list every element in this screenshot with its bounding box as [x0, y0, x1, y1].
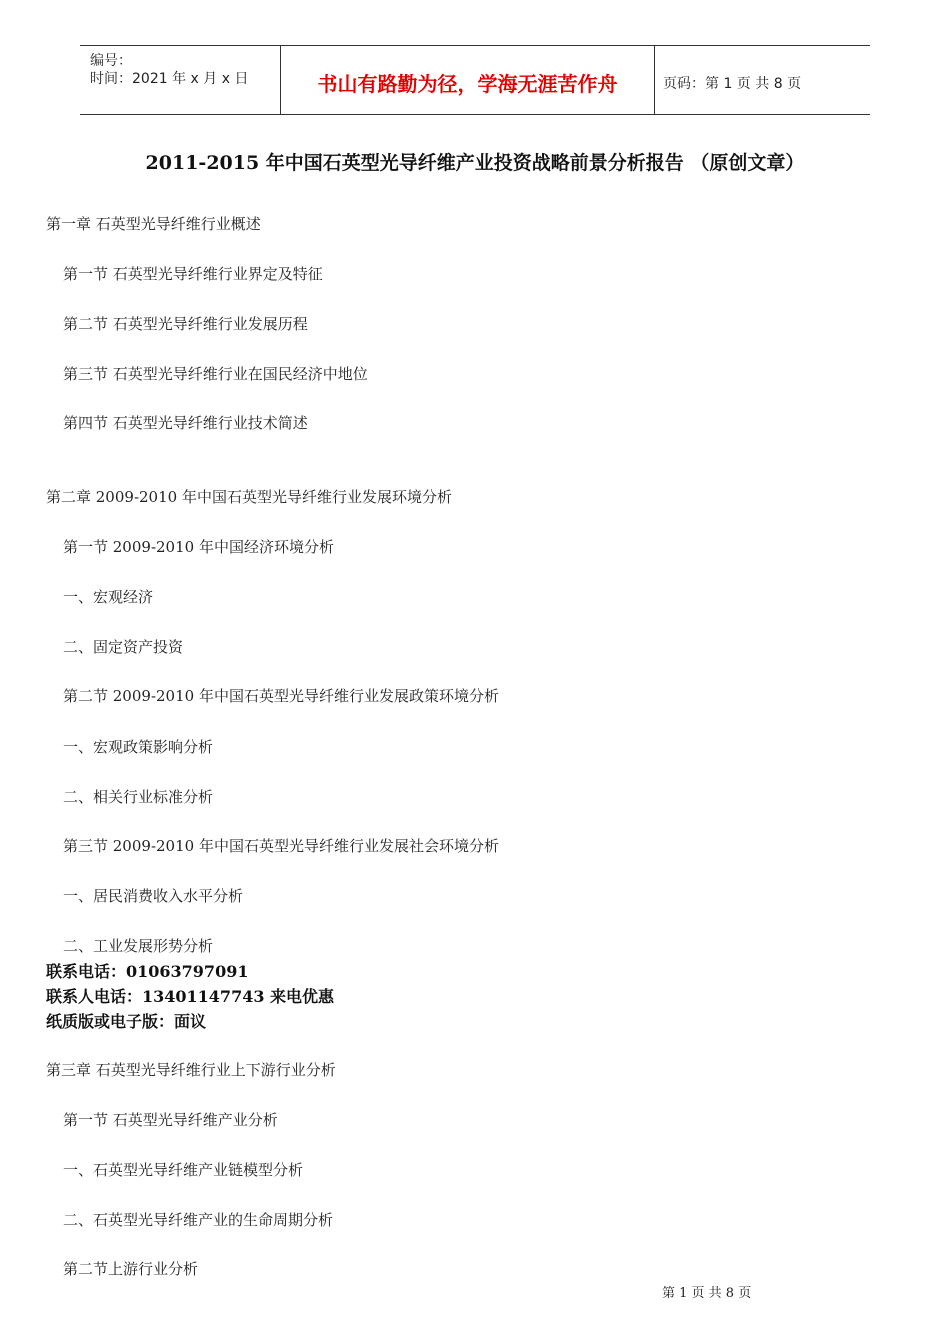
toc-section: 第三节 石英型光导纤维行业在国民经济中地位: [63, 365, 368, 383]
toc-item: 二、相关行业标准分析: [63, 788, 214, 806]
toc-section: 第一节 石英型光导纤维产业分析: [63, 1111, 278, 1129]
toc-section: 第一节 2009-2010 年中国经济环境分析: [63, 538, 334, 556]
time-line: 时间：2021 年 x 月 x 日: [90, 71, 249, 87]
toc-item: 二、固定资产投资: [63, 638, 184, 656]
toc-item: 二、石英型光导纤维产业的生命周期分析: [63, 1211, 334, 1229]
document-title: 2011-2015 年中国石英型光导纤维产业投资战略前景分析报告 （原创文章）: [145, 152, 805, 174]
toc-item: 一、居民消费收入水平分析: [63, 887, 244, 905]
contact-person-phone: 联系人电话：13401147743 来电优惠: [46, 987, 335, 1006]
contact-phone: 联系电话：01063797091: [46, 962, 249, 981]
toc-section: 第三节 2009-2010 年中国石英型光导纤维行业发展社会环境分析: [63, 837, 499, 855]
toc-item: 一、宏观政策影响分析: [63, 738, 214, 756]
toc-section: 第一节 石英型光导纤维行业界定及特征: [63, 265, 323, 283]
doc-number-label: 编号：: [90, 53, 132, 69]
page-footer: 第 1 页 共 8 页: [662, 1286, 752, 1301]
motto-text: 书山有路勤为径，学海无涯苦作舟: [317, 72, 618, 96]
header-page-cell: [655, 46, 870, 114]
toc-chapter: 第一章 石英型光导纤维行业概述: [46, 215, 261, 233]
header-motto-cell: [281, 46, 655, 114]
toc-chapter: 第二章 2009-2010 年中国石英型光导纤维行业发展环境分析: [46, 488, 452, 506]
toc-chapter: 第三章 石英型光导纤维行业上下游行业分析: [46, 1061, 336, 1079]
toc-item: 一、宏观经济: [63, 588, 154, 606]
toc-section: 第二节上游行业分析: [63, 1260, 199, 1278]
page-info: 页码：第 1 页 共 8 页: [663, 76, 802, 92]
header-info-cell: [80, 46, 281, 114]
toc-item: 一、石英型光导纤维产业链模型分析: [63, 1161, 304, 1179]
contact-format: 纸质版或电子版：面议: [46, 1012, 207, 1031]
toc-section: 第四节 石英型光导纤维行业技术简述: [63, 414, 308, 432]
header-table: [80, 45, 870, 115]
toc-item: 二、工业发展形势分析: [63, 937, 214, 955]
toc-section: 第二节 2009-2010 年中国石英型光导纤维行业发展政策环境分析: [63, 687, 499, 705]
toc-section: 第二节 石英型光导纤维行业发展历程: [63, 315, 308, 333]
